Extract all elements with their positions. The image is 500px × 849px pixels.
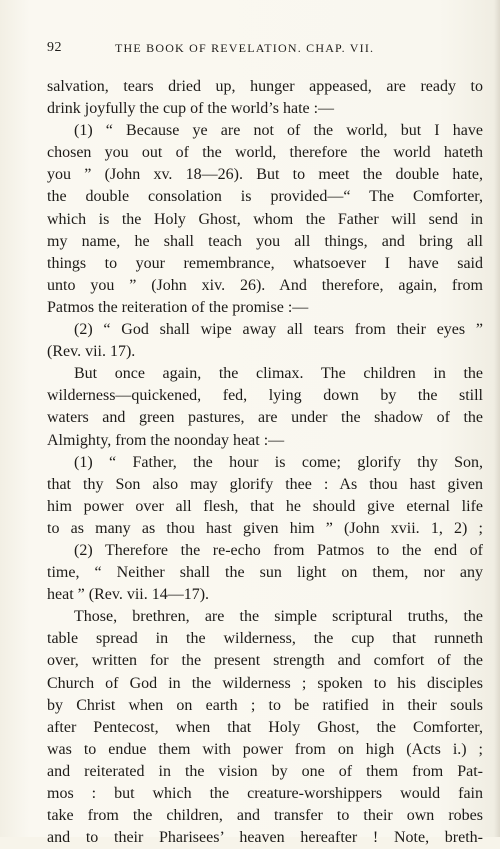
text-line: chosen you out of the world, therefore the world hateth [47, 144, 483, 162]
text-line: waters and green pastures, are under the shadow of the [47, 409, 483, 427]
text-line: (2) “ God shall wipe away all tears from their eyes ” [74, 321, 483, 339]
text-line: that thy Son also may glorify thee : As thou hast given [47, 475, 483, 493]
text-line: drink joyfully the cup of the world’s hate :— [47, 100, 335, 118]
text-line: things to your remembrance, whatsoever I have said [47, 254, 483, 272]
text-line: him power over all flesh, that he should give eternal life [47, 497, 483, 515]
text-line: which is the Holy Ghost, whom the Father will send in [47, 210, 483, 228]
text-line: Patmos the reiteration of the promise :— [47, 298, 309, 316]
text-line: and to their Pharisees’ heaven hereafter ! Note, breth- [47, 829, 483, 847]
text-line: (1) “ Because ye are not of the world, but I have [74, 122, 483, 140]
text-line: time, “ Neither shall the sun light on them, nor any [47, 564, 483, 582]
text-line: Almighty, from the noonday heat :— [47, 431, 285, 449]
text-line: table spread in the wilderness, the cup that runneth [47, 630, 483, 648]
text-line: the double consolation is provided—“ The Comforter, [47, 188, 483, 206]
text-line: take from the children, and transfer to their own robes [47, 807, 483, 825]
text-line: salvation, tears dried up, hunger appeased, are ready to [47, 78, 483, 95]
text-line: unto you ” (John xiv. 26). And therefore, again, from [47, 276, 483, 294]
text-line: (1) “ Father, the hour is come; glorify thy Son, [74, 453, 483, 471]
text-line: was to endue them with power from on high (Acts i.) ; [47, 740, 483, 758]
text-line: mos : but which the creature-worshippers would fain [47, 785, 483, 802]
text-line: Those, brethren, are the simple scriptural truths, the [74, 608, 483, 626]
text-line: my name, he shall teach you all things, and bring all [47, 232, 483, 250]
page-header [47, 40, 457, 60]
text-line: and reiterated in the vision by one of them from Pat- [47, 762, 483, 780]
text-line: after Pentecost, when that Holy Ghost, the Comforter, [47, 718, 483, 736]
text-line: But once again, the climax. The children in the [74, 365, 483, 383]
page-number: 92 [47, 40, 62, 55]
text-line: wilderness—quickened, fed, lying down by the still [47, 387, 483, 405]
text-line: Church of God in the wilderness ; spoken to his disciples [47, 674, 483, 692]
text-line: (2) Therefore the re-echo from Patmos to the end of [74, 541, 483, 559]
text-line: (Rev. vii. 17). [47, 343, 136, 361]
text-line: you ” (John xv. 18—26). But to meet the double hate, [47, 166, 483, 184]
text-line: heat ” (Rev. vii. 14—17). [47, 586, 210, 604]
text-line: by Christ when on earth ; to be ratified in their souls [47, 696, 483, 714]
text-line: to as many as thou hast given him ” (John xvii. 1, 2) ; [47, 519, 483, 537]
page-edge-shadow [494, 0, 500, 837]
text-line: over, written for the present strength and comfort of the [47, 652, 483, 670]
body-text [47, 76, 483, 849]
running-head: THE BOOK OF REVELATION. CHAP. VII. [115, 41, 375, 55]
